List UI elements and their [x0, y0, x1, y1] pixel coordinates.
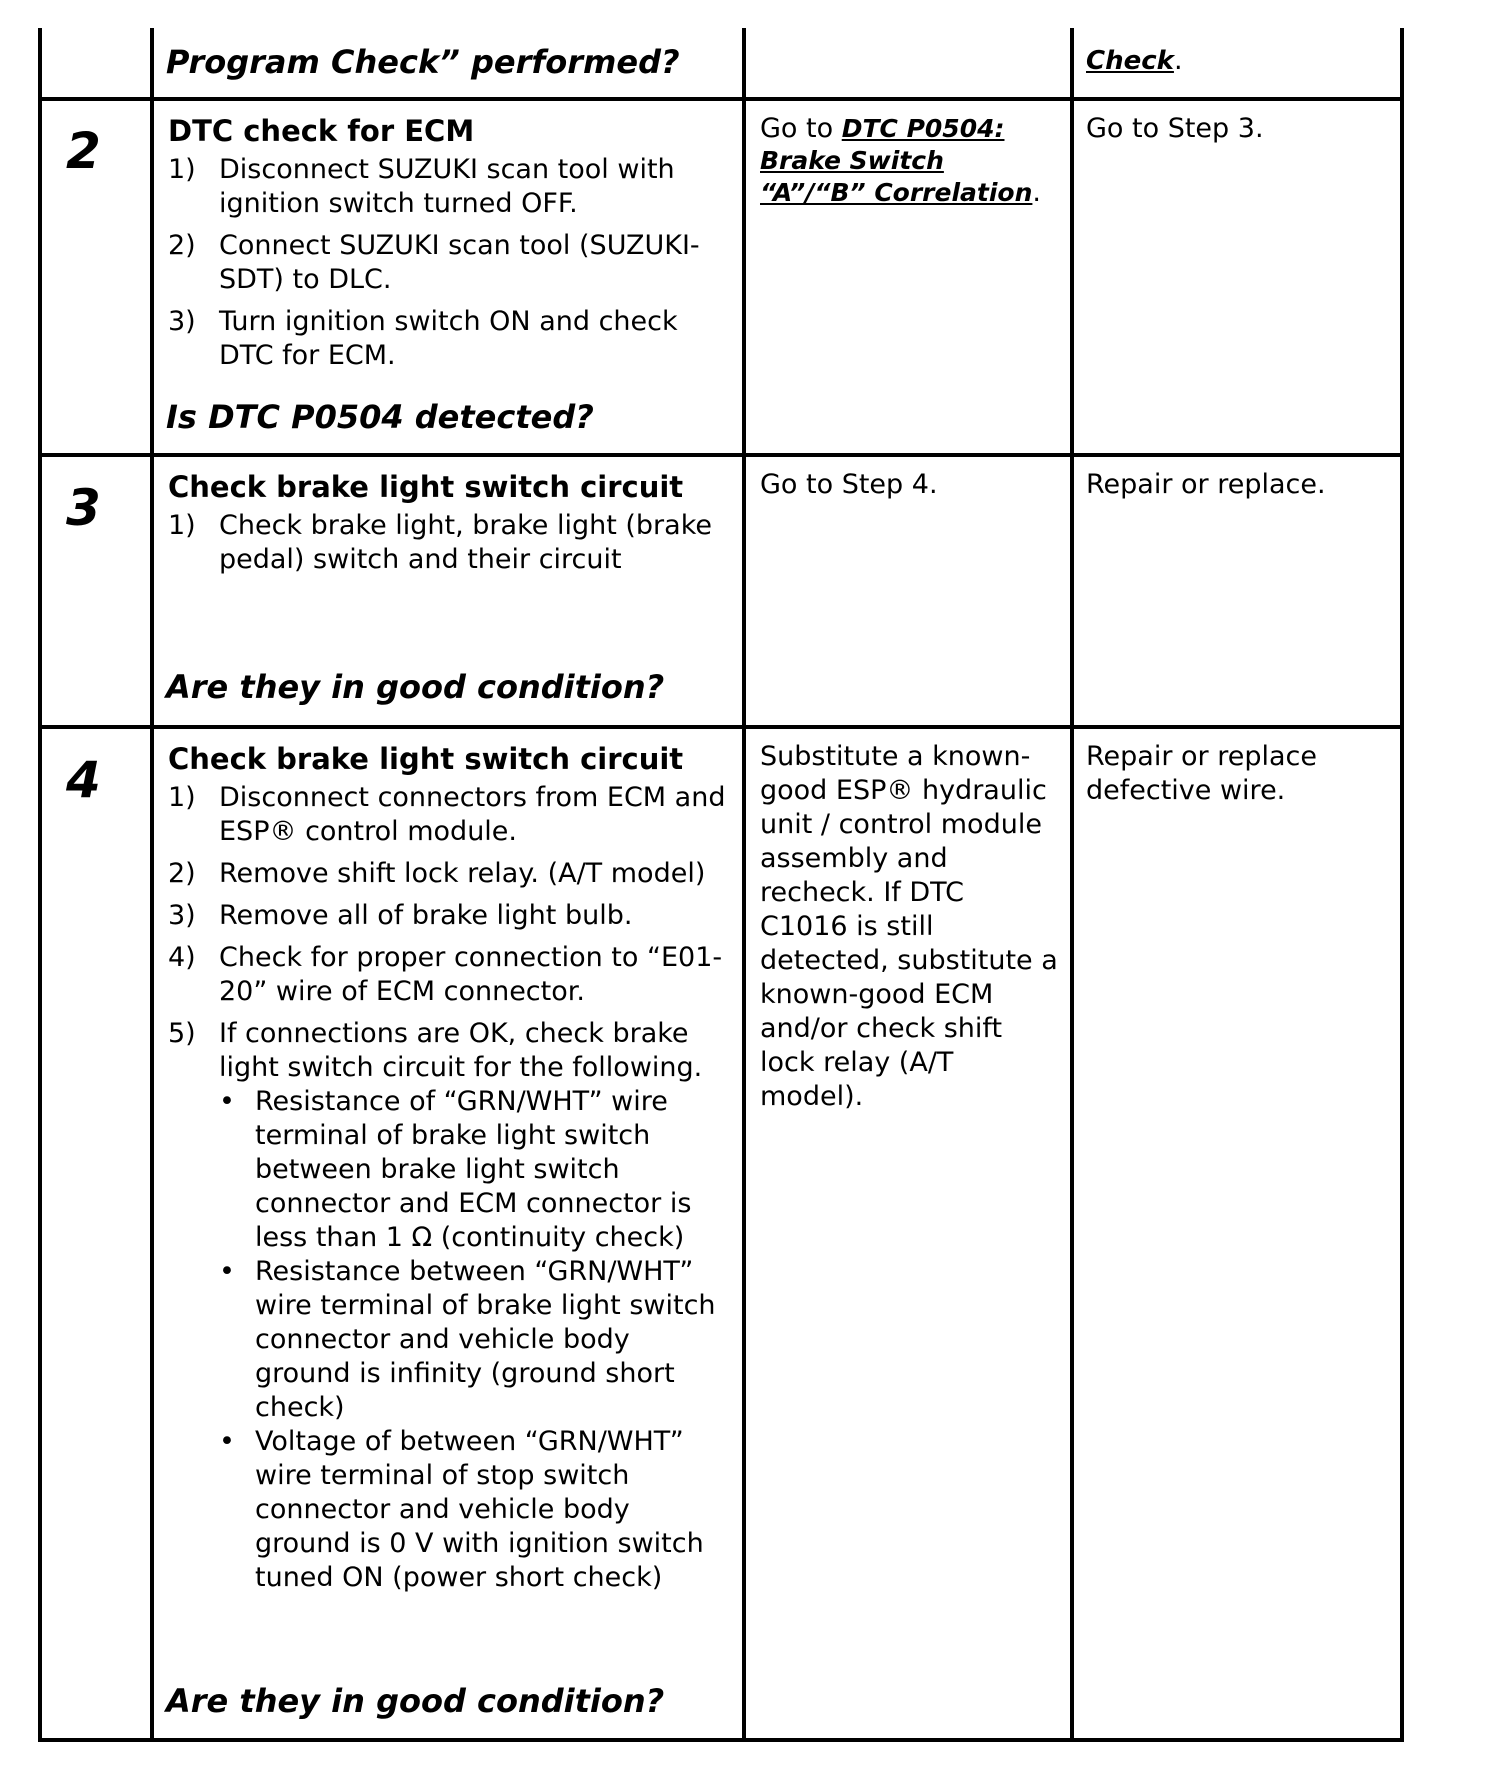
list-item — [168, 857, 728, 891]
step-number-4: 4 — [66, 751, 101, 809]
step-number-2: 2 — [66, 122, 101, 180]
row-1-yes-suffix: . — [1032, 177, 1041, 208]
row-3-bullets — [219, 1085, 728, 1595]
grid-line — [38, 1738, 1404, 1742]
row-3-steps — [168, 781, 728, 1595]
list-item — [168, 229, 728, 297]
bullet-item — [205, 1085, 728, 1255]
item-number: 1) — [168, 154, 196, 185]
item-number: 3) — [168, 306, 196, 337]
list-item — [168, 509, 728, 577]
diagnostic-table — [38, 28, 1404, 1742]
row-2-question: Are they in good condition? — [166, 668, 665, 706]
bullet-text: Voltage of between “GRN/WHT” wire terminal of stop switch connector and vehicle body ground is 0 V with ignition switch tuned ON (power short check) — [255, 1426, 704, 1593]
bullet-item — [205, 1255, 728, 1425]
grid-line — [1400, 28, 1404, 1742]
item-number: 5) — [168, 1018, 196, 1049]
row-3-no-cell — [1074, 740, 1400, 808]
row-1-check-cell — [154, 101, 742, 453]
item-number: 2) — [168, 230, 196, 261]
row-3-question: Are they in good condition? — [166, 1682, 665, 1720]
item-text: Disconnect SUZUKI scan tool with ignition switch turned OFF. — [219, 154, 675, 219]
row-2-yes-cell — [746, 468, 1070, 502]
item-text: Disconnect connectors from ECM and ESP® control module. — [219, 782, 726, 847]
row-1-title: DTC check for ECM — [168, 114, 475, 148]
row-2-no: Repair or replace. — [1086, 469, 1326, 500]
item-number: 3) — [168, 900, 196, 931]
row-3-no: Repair or replace defective wire. — [1086, 741, 1317, 806]
row-3-check-cell — [154, 729, 742, 1738]
row-0-no-cell — [1074, 44, 1400, 97]
list-item — [168, 941, 728, 1009]
item-number: 1) — [168, 510, 196, 541]
row-2-no-cell — [1074, 468, 1400, 502]
row-1-yes-link[interactable]: “A”/“B” Correlation — [760, 178, 1033, 207]
item-text: Turn ignition switch ON and check DTC for ECM. — [219, 306, 678, 371]
row-0-question: Program Check” performed? — [166, 43, 680, 81]
item-number: 2) — [168, 858, 196, 889]
row-1-question: Is DTC P0504 detected? — [166, 398, 594, 436]
row-0-no-suffix: . — [1173, 45, 1183, 76]
item-text: Remove all of brake light bulb. — [219, 900, 633, 931]
item-text: If connections are OK, check brake light switch circuit for the following. — [219, 1018, 703, 1083]
grid-line — [38, 28, 42, 1742]
row-0-check-cell — [154, 28, 742, 97]
row-3-yes: Substitute a known-good ESP® hydraulic unit / control module assembly and recheck. If DTC C1016 is still detected, substitute a known-good ECM and/or check shift lock relay (A/T model). — [760, 741, 1058, 1112]
row-1-yes-cell — [746, 113, 1070, 209]
bullet-text: Resistance of “GRN/WHT” wire terminal of brake light switch between brake light switch connector and ECM connector is less than 1 Ω (continuity check) — [255, 1086, 692, 1253]
bullet-icon: • — [219, 1086, 235, 1117]
grid-line — [1070, 28, 1074, 1742]
item-number: 1) — [168, 782, 196, 813]
list-item — [168, 305, 728, 373]
row-2-title: Check brake light switch circuit — [168, 470, 684, 504]
item-text: Check brake light, brake light (brake pedal) switch and their circuit — [219, 510, 712, 575]
row-0-yes-cell — [746, 28, 1070, 97]
row-1-yes-prefix: Go to — [760, 113, 842, 144]
list-item — [168, 781, 728, 849]
row-1-yes-link[interactable]: Brake Switch — [760, 146, 944, 175]
bullet-text: Resistance between “GRN/WHT” wire terminal of brake light switch connector and vehicle body ground is infinity (ground short check) — [255, 1256, 716, 1423]
row-1-steps — [168, 153, 728, 373]
bullet-item — [205, 1425, 728, 1595]
row-1-no-cell — [1074, 112, 1400, 146]
row-3-title: Check brake light switch circuit — [168, 742, 684, 776]
item-text: Connect SUZUKI scan tool (SUZUKI-SDT) to DLC. — [219, 230, 700, 295]
step-number-3: 3 — [66, 479, 101, 537]
list-item — [168, 899, 728, 933]
row-2-steps — [168, 509, 728, 577]
item-text: Check for proper connection to “E01-20” wire of ECM connector. — [219, 942, 723, 1007]
row-3-yes-cell — [746, 740, 1070, 1114]
row-2-yes: Go to Step 4. — [760, 469, 938, 500]
row-0-no-link[interactable]: Check — [1086, 46, 1174, 76]
item-text: Remove shift lock relay. (A/T model) — [219, 858, 706, 889]
bullet-icon: • — [219, 1426, 235, 1457]
list-item — [168, 153, 728, 221]
item-number: 4) — [168, 942, 196, 973]
row-1-no: Go to Step 3. — [1086, 113, 1264, 144]
list-item — [168, 1017, 728, 1595]
bullet-icon: • — [219, 1256, 235, 1287]
row-2-check-cell — [154, 457, 742, 725]
row-1-yes-link[interactable]: DTC P0504: — [841, 114, 1005, 143]
